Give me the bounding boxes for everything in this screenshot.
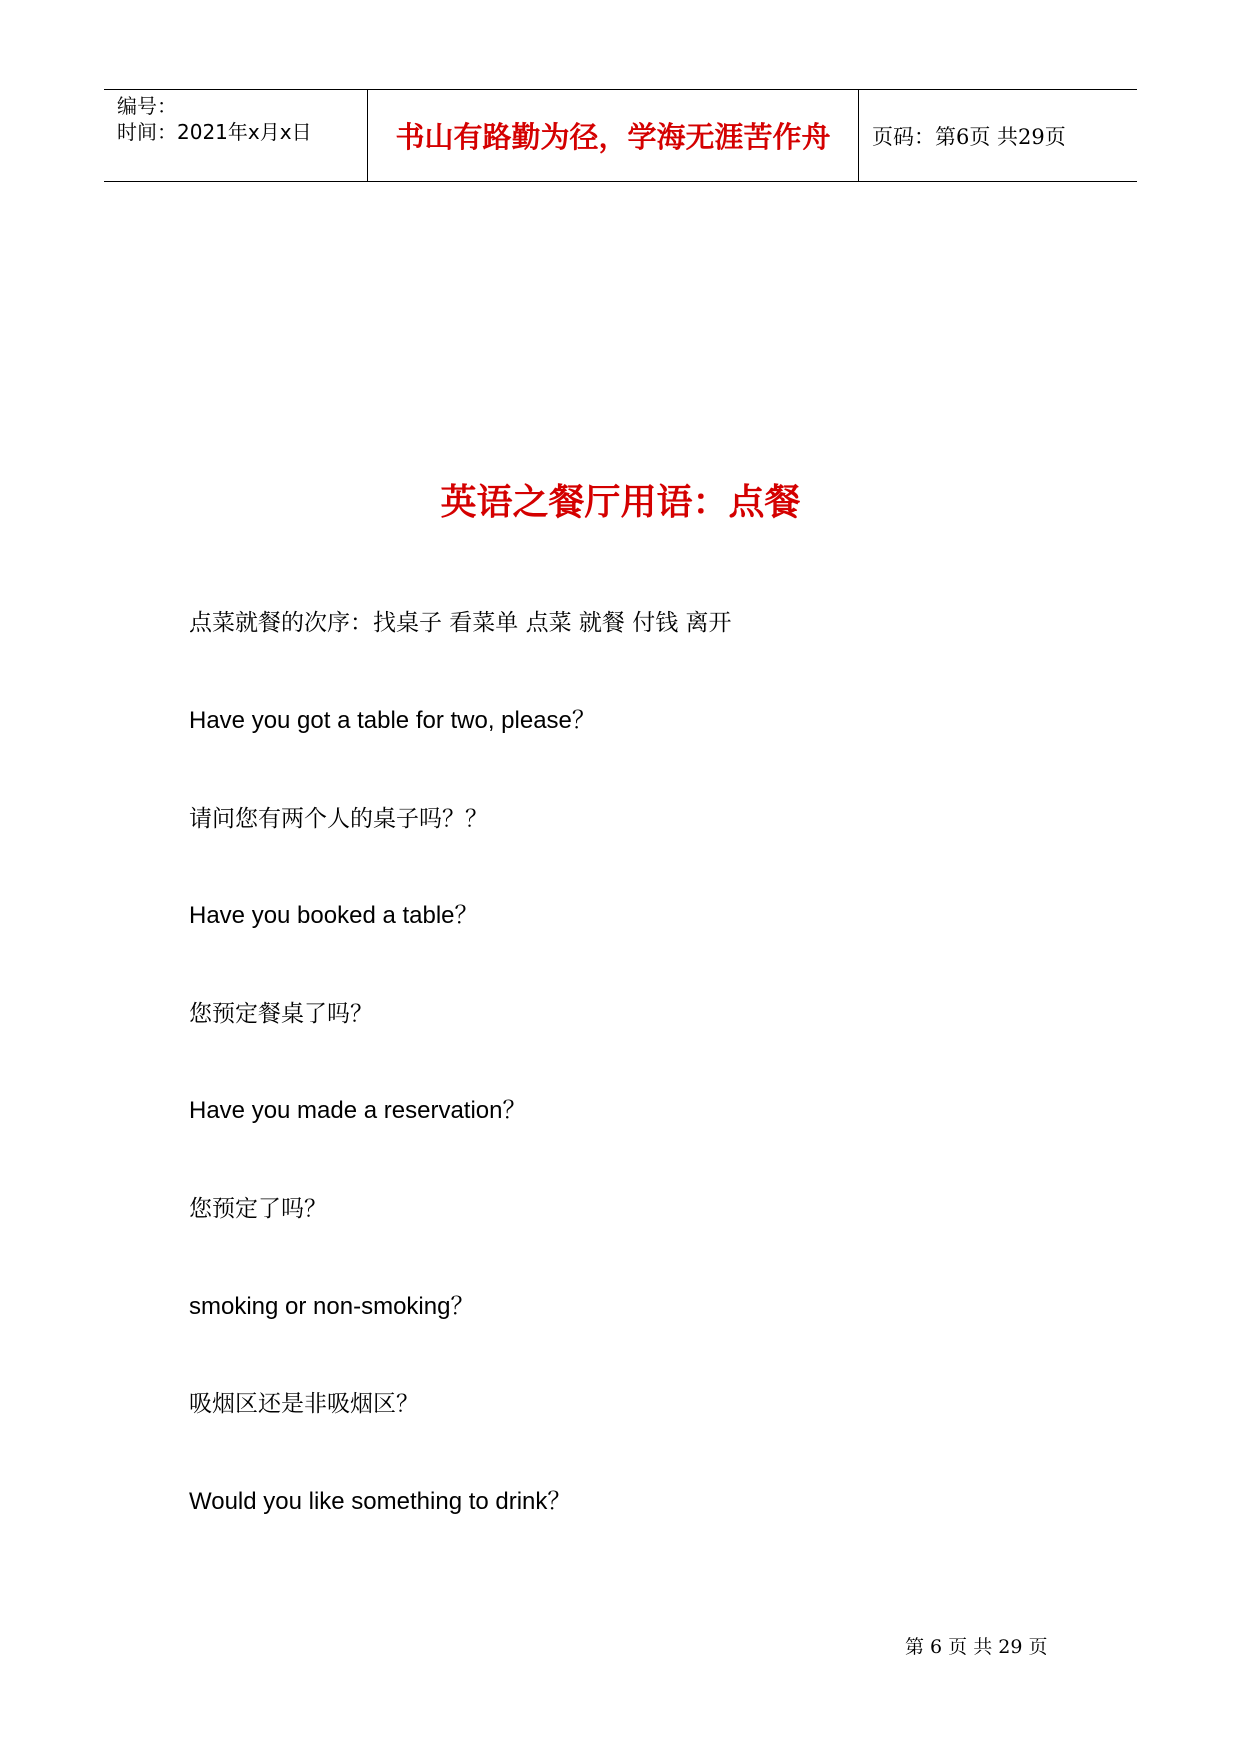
page-title: 英语之餐厅用语：点餐	[440, 481, 801, 523]
text-line: 您预定餐桌了吗？	[189, 1001, 373, 1027]
number-label: 编号：	[117, 94, 177, 118]
document-header	[104, 89, 1137, 182]
header-motto-cell	[368, 90, 859, 181]
header-page-cell	[859, 90, 1137, 181]
text-line: Have you got a table for two, please？	[189, 707, 596, 734]
page-footer: 第 6 页 共 29 页	[905, 1636, 1048, 1658]
text-line: Have you booked a table？	[189, 902, 479, 929]
motto: 书山有路勤为径，学海无涯苦作舟	[395, 120, 831, 154]
text-line: 吸烟区还是非吸烟区？	[189, 1391, 419, 1417]
text-line: smoking or non-smoking？	[189, 1293, 475, 1320]
text-line: Would you like something to drink？	[189, 1488, 572, 1515]
text-line: 请问您有两个人的桌子吗？？	[189, 806, 488, 832]
time-label: 时间：2021年x月x日	[117, 120, 312, 144]
text-line: 点菜就餐的次序：找桌子 看菜单 点菜 就餐 付钱 离开	[189, 610, 732, 636]
header-meta-cell	[104, 90, 368, 181]
page-code: 页码：第6页 共29页	[872, 124, 1066, 149]
text-line: Have you made a reservation？	[189, 1097, 527, 1124]
text-line: 您预定了吗？	[189, 1196, 327, 1222]
